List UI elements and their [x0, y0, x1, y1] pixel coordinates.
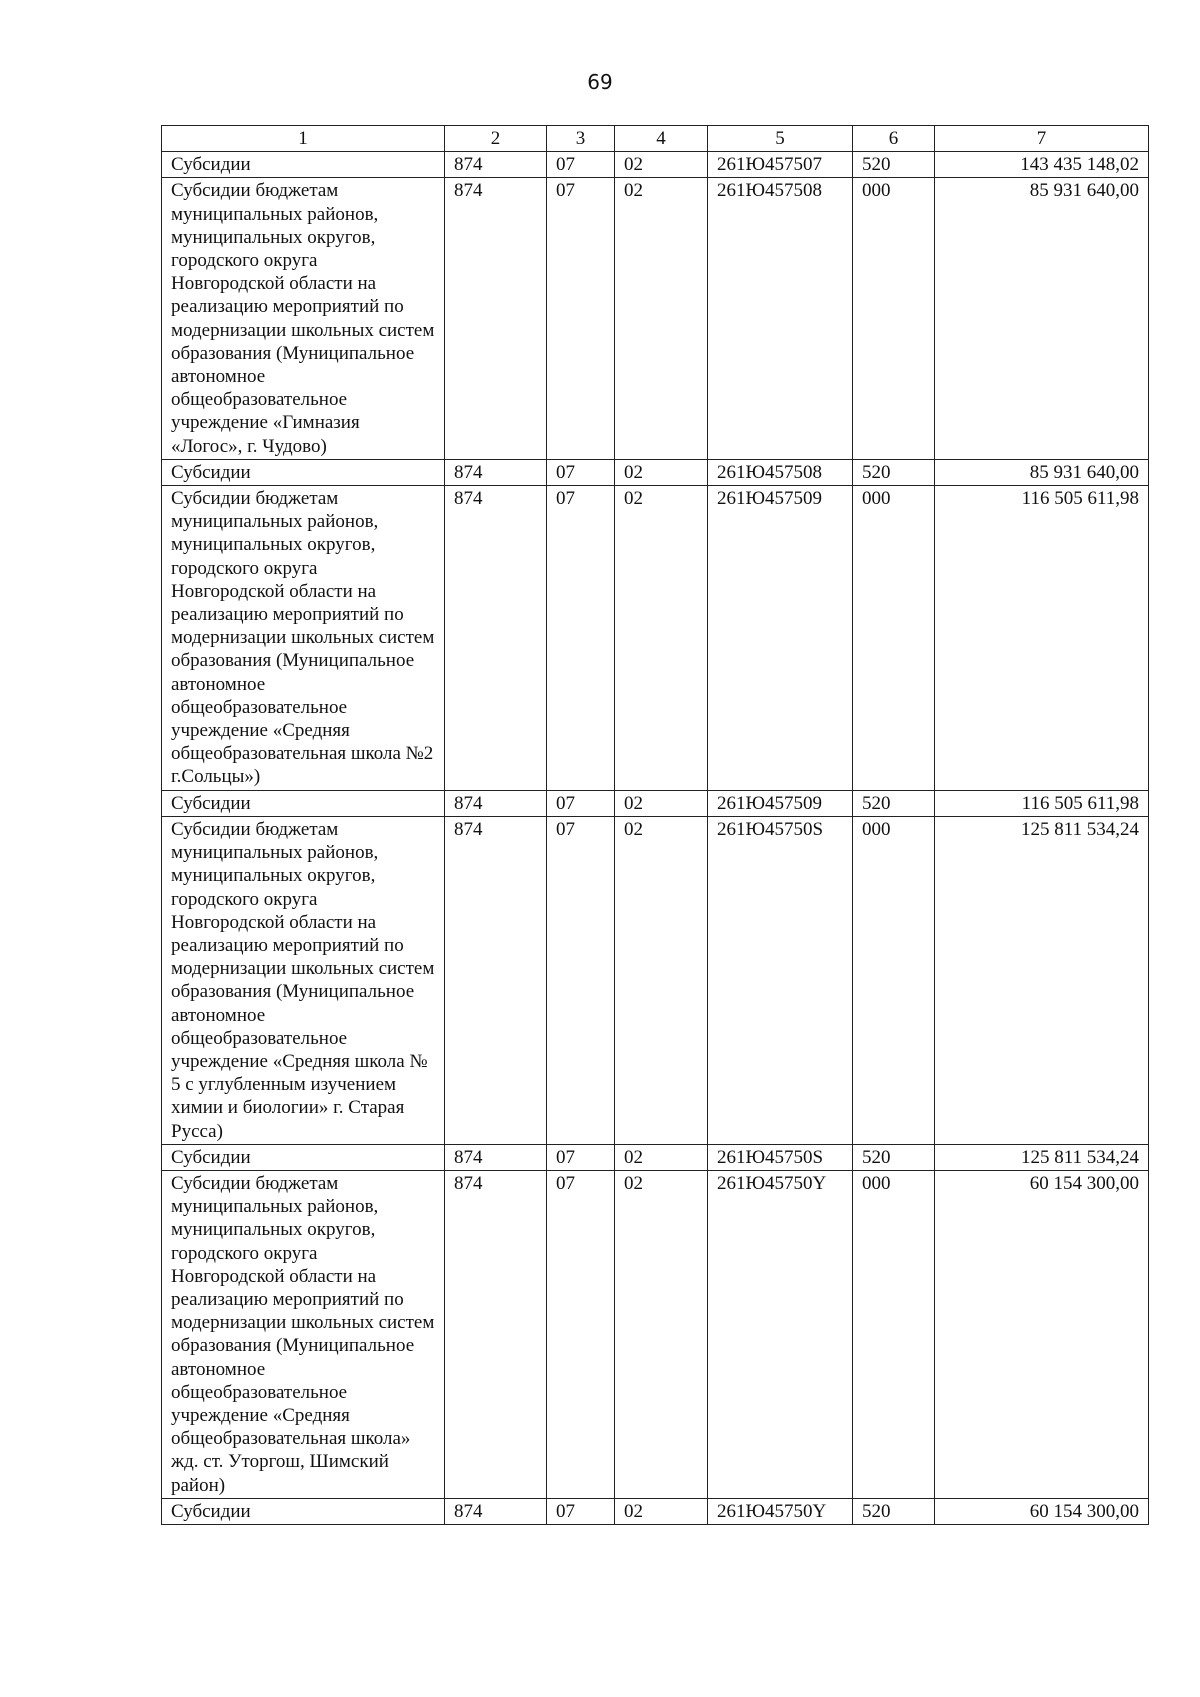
header-cell: 6	[853, 126, 935, 152]
row-amount-cell: 116 505 611,98	[935, 790, 1149, 816]
row-expense-type-cell: 000	[853, 816, 935, 1144]
row-subsection-cell: 02	[615, 1144, 708, 1170]
table-row	[162, 790, 1149, 816]
row-ministry-cell: 874	[445, 1498, 547, 1524]
header-cell: 1	[162, 126, 445, 152]
row-target-code-cell: 261Ю45750Y	[708, 1170, 853, 1498]
row-section-cell: 07	[547, 1498, 615, 1524]
row-name-cell: Субсидии бюджетам муниципальных районов, муниципальных округов, городского округа Новгородской области на реализацию мероприятий по модернизации школьных систем образования (Муниципальное автономное общеобразовательное учреждение «Гимназия «Логос», г. Чудово)	[162, 178, 445, 459]
header-cell: 4	[615, 126, 708, 152]
row-target-code-cell: 261Ю45750Y	[708, 1498, 853, 1524]
row-amount-cell: 85 931 640,00	[935, 459, 1149, 485]
row-section-cell: 07	[547, 1144, 615, 1170]
row-expense-type-cell: 000	[853, 178, 935, 459]
row-amount-cell: 85 931 640,00	[935, 178, 1149, 459]
budget-table	[161, 125, 1149, 1525]
row-ministry-cell: 874	[445, 1144, 547, 1170]
table-row	[162, 816, 1149, 1144]
header-cell: 7	[935, 126, 1149, 152]
row-expense-type-cell: 000	[853, 1170, 935, 1498]
table-row	[162, 1498, 1149, 1524]
row-target-code-cell: 261Ю457508	[708, 459, 853, 485]
row-section-cell: 07	[547, 790, 615, 816]
row-subsection-cell: 02	[615, 486, 708, 791]
row-amount-cell: 60 154 300,00	[935, 1498, 1149, 1524]
row-amount-cell: 125 811 534,24	[935, 1144, 1149, 1170]
row-section-cell: 07	[547, 816, 615, 1144]
row-ministry-cell: 874	[445, 486, 547, 791]
row-name-cell: Субсидии	[162, 1144, 445, 1170]
row-ministry-cell: 874	[445, 816, 547, 1144]
table-row	[162, 1170, 1149, 1498]
table-row	[162, 178, 1149, 459]
row-expense-type-cell: 520	[853, 1498, 935, 1524]
row-subsection-cell: 02	[615, 816, 708, 1144]
row-target-code-cell: 261Ю457509	[708, 790, 853, 816]
table-row	[162, 1144, 1149, 1170]
row-expense-type-cell: 520	[853, 459, 935, 485]
row-amount-cell: 116 505 611,98	[935, 486, 1149, 791]
row-subsection-cell: 02	[615, 178, 708, 459]
row-expense-type-cell: 520	[853, 1144, 935, 1170]
row-subsection-cell: 02	[615, 1498, 708, 1524]
header-row	[162, 126, 1149, 152]
row-expense-type-cell: 000	[853, 486, 935, 791]
row-subsection-cell: 02	[615, 152, 708, 178]
row-section-cell: 07	[547, 486, 615, 791]
row-name-cell: Субсидии	[162, 1498, 445, 1524]
row-target-code-cell: 261Ю457509	[708, 486, 853, 791]
table-row	[162, 459, 1149, 485]
row-target-code-cell: 261Ю45750S	[708, 1144, 853, 1170]
row-name-cell: Субсидии	[162, 459, 445, 485]
row-name-cell: Субсидии	[162, 790, 445, 816]
row-target-code-cell: 261Ю457508	[708, 178, 853, 459]
row-ministry-cell: 874	[445, 1170, 547, 1498]
row-section-cell: 07	[547, 178, 615, 459]
row-section-cell: 07	[547, 152, 615, 178]
table-row	[162, 486, 1149, 791]
row-name-cell: Субсидии	[162, 152, 445, 178]
row-amount-cell: 143 435 148,02	[935, 152, 1149, 178]
row-subsection-cell: 02	[615, 790, 708, 816]
row-ministry-cell: 874	[445, 790, 547, 816]
row-ministry-cell: 874	[445, 178, 547, 459]
row-ministry-cell: 874	[445, 152, 547, 178]
row-name-cell: Субсидии бюджетам муниципальных районов, муниципальных округов, городского округа Новгородской области на реализацию мероприятий по модернизации школьных систем образования (Муниципальное автономное общеобразовательное учреждение «Средняя общеобразовательная школа №2 г.Сольцы»)	[162, 486, 445, 791]
row-ministry-cell: 874	[445, 459, 547, 485]
page-number: 69	[587, 70, 613, 94]
row-name-cell: Субсидии бюджетам муниципальных районов, муниципальных округов, городского округа Новгородской области на реализацию мероприятий по модернизации школьных систем образования (Муниципальное автономное общеобразовательное учреждение «Средняя школа № 5 с углубленным изучением химии и биологии» г. Старая Русса)	[162, 816, 445, 1144]
header-cell: 3	[547, 126, 615, 152]
row-expense-type-cell: 520	[853, 790, 935, 816]
row-name-cell: Субсидии бюджетам муниципальных районов, муниципальных округов, городского округа Новгородской области на реализацию мероприятий по модернизации школьных систем образования (Муниципальное автономное общеобразовательное учреждение «Средняя общеобразовательная школа» жд. ст. Уторгош, Шимский район)	[162, 1170, 445, 1498]
header-cell: 5	[708, 126, 853, 152]
row-subsection-cell: 02	[615, 459, 708, 485]
row-expense-type-cell: 520	[853, 152, 935, 178]
row-target-code-cell: 261Ю45750S	[708, 816, 853, 1144]
row-subsection-cell: 02	[615, 1170, 708, 1498]
header-cell: 2	[445, 126, 547, 152]
table-row	[162, 152, 1149, 178]
row-amount-cell: 125 811 534,24	[935, 816, 1149, 1144]
row-section-cell: 07	[547, 1170, 615, 1498]
row-section-cell: 07	[547, 459, 615, 485]
row-target-code-cell: 261Ю457507	[708, 152, 853, 178]
row-amount-cell: 60 154 300,00	[935, 1170, 1149, 1498]
